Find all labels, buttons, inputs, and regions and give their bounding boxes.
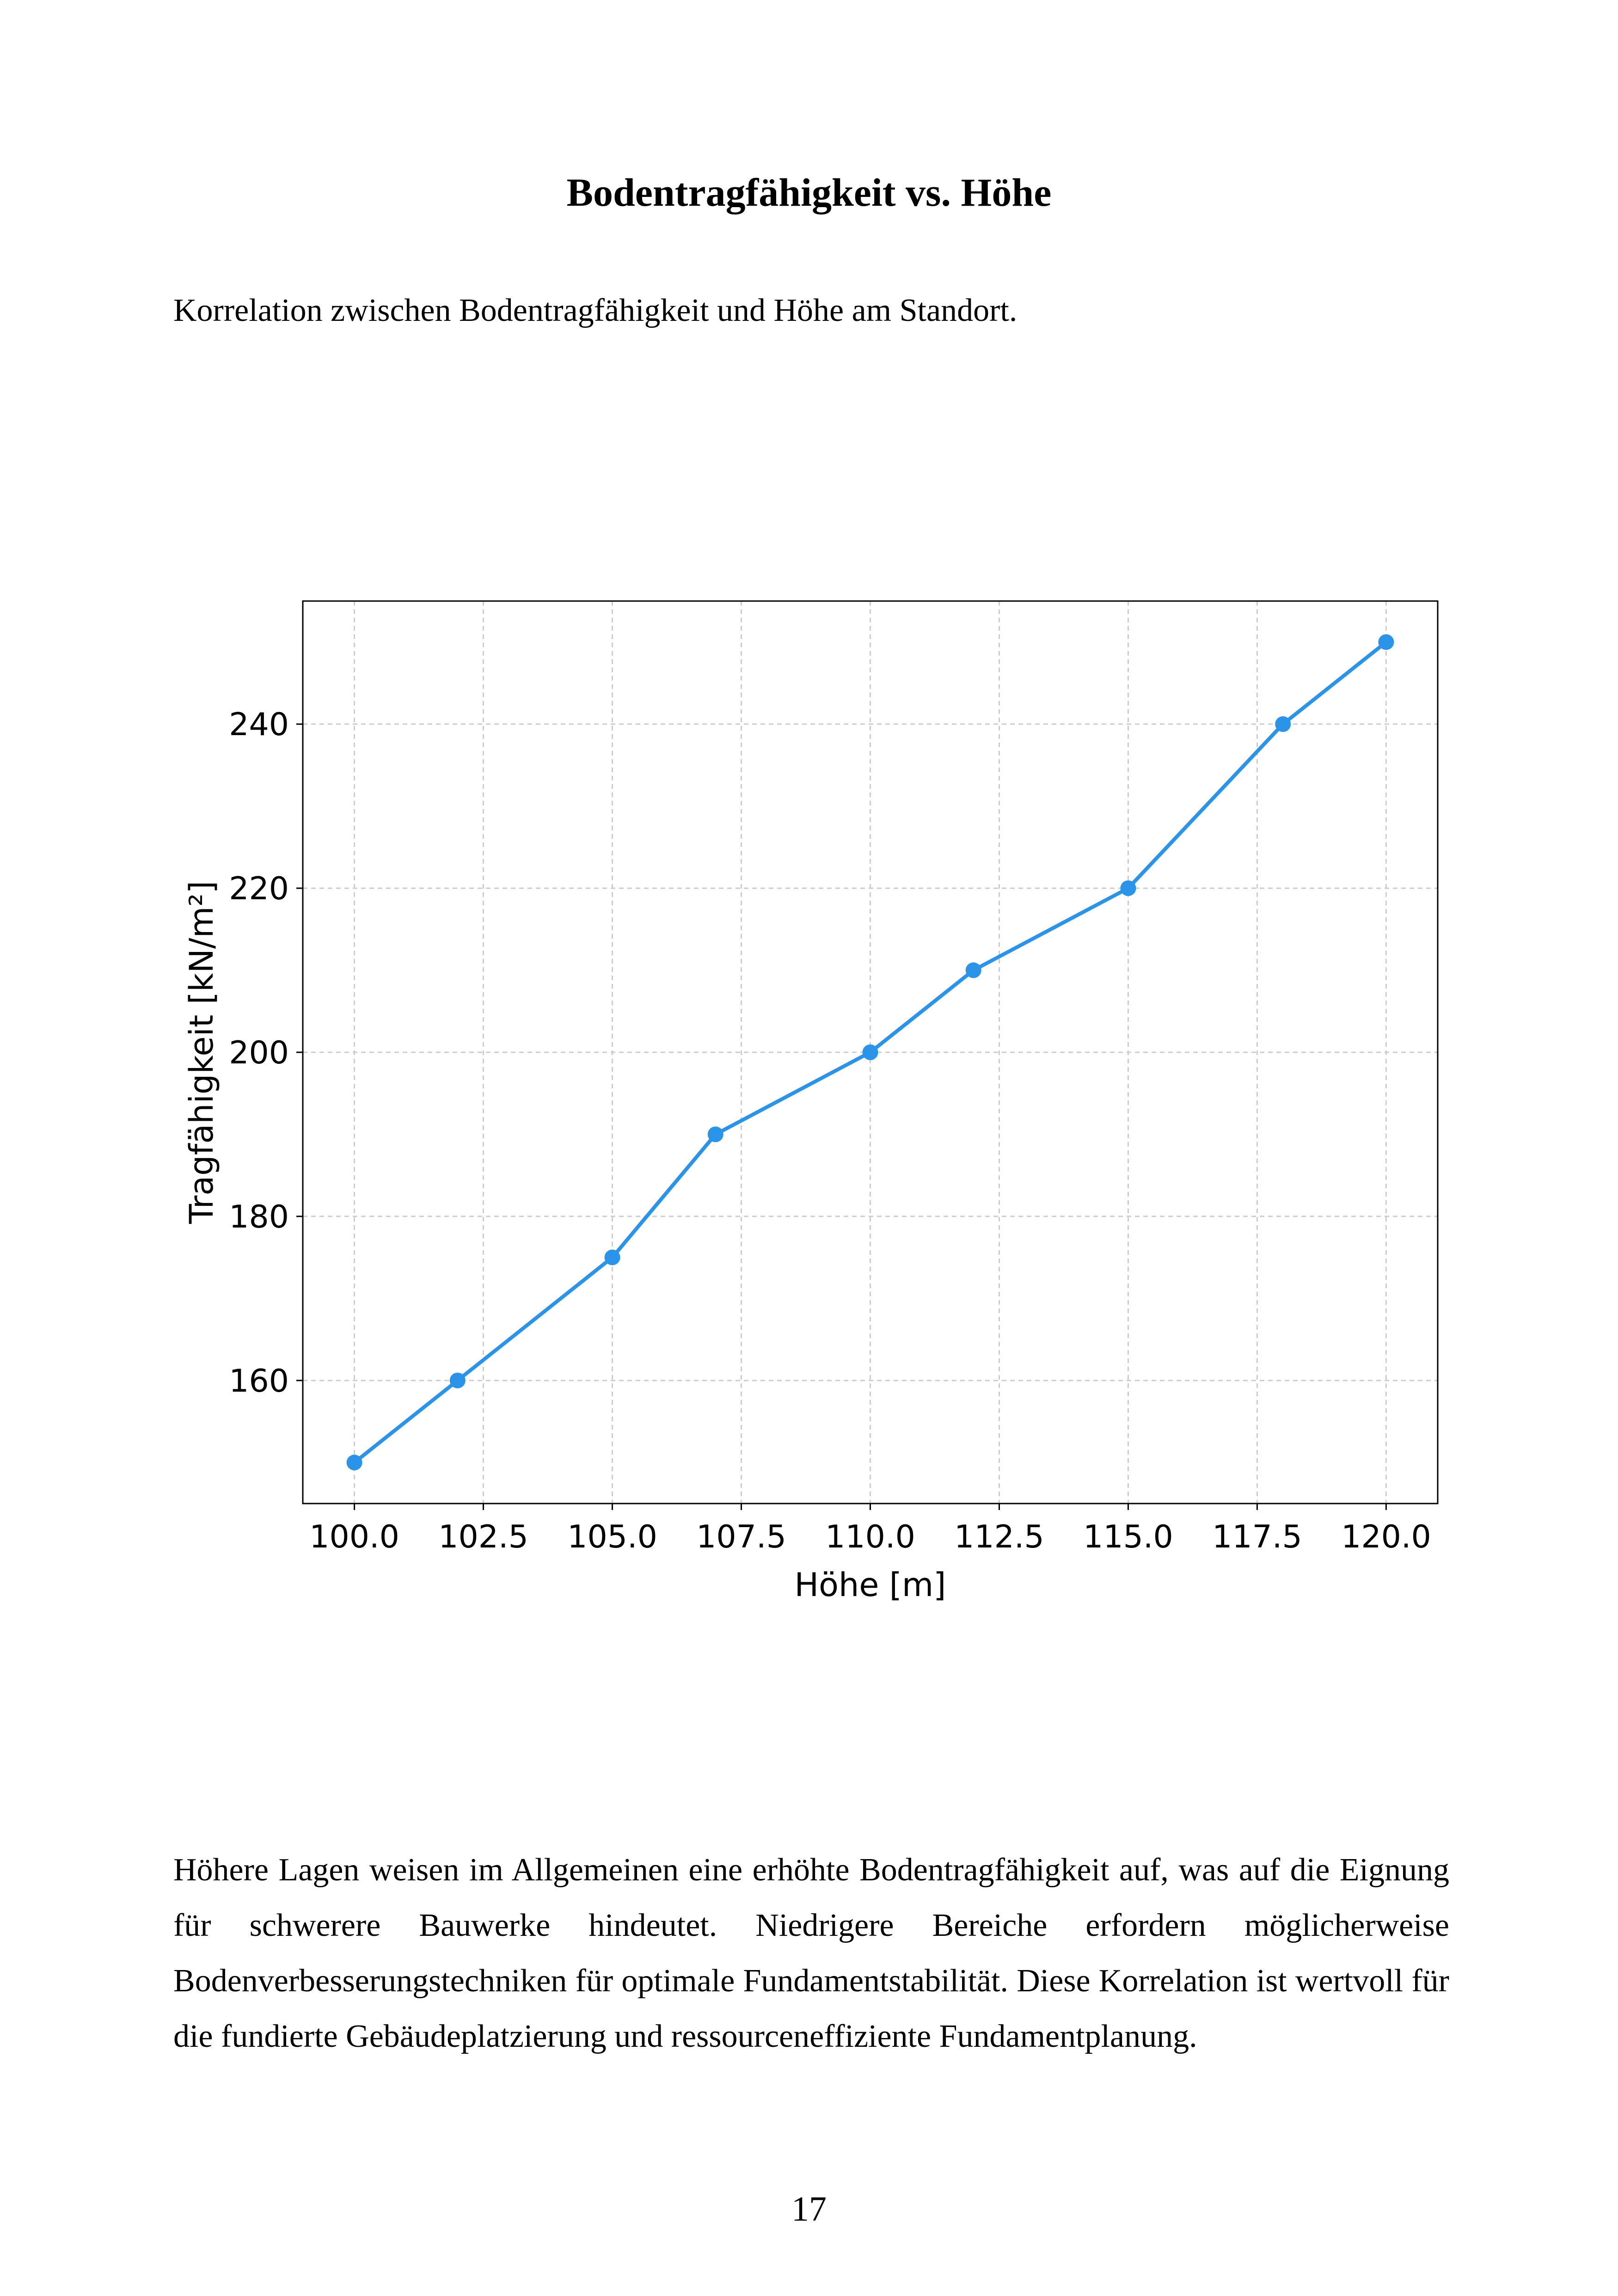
y-axis-label: Tragfähigkeit [kN/m²] [183, 881, 221, 1224]
data-point [863, 1044, 878, 1060]
chart-ticks [229, 706, 1431, 1555]
page-number: 17 [791, 2190, 827, 2228]
data-point [1378, 634, 1394, 650]
data-point [708, 1126, 723, 1142]
x-axis-label: Höhe [m] [794, 1566, 946, 1604]
x-tick-label: 107.5 [696, 1519, 786, 1555]
x-tick-label: 115.0 [1083, 1519, 1173, 1555]
x-tick-label: 117.5 [1212, 1519, 1302, 1555]
y-tick-label: 220 [229, 871, 289, 908]
data-point [1120, 880, 1136, 896]
y-tick-label: 160 [229, 1363, 289, 1400]
x-tick-label: 102.5 [438, 1519, 528, 1555]
x-tick-label: 110.0 [825, 1519, 915, 1555]
page-subtitle: Korrelation zwischen Bodentragfähigkeit und Höhe am Standort. [173, 293, 1017, 328]
x-tick-label: 105.0 [567, 1519, 657, 1555]
x-tick-label: 120.0 [1341, 1519, 1431, 1555]
data-point [1275, 716, 1291, 732]
data-point [605, 1250, 620, 1265]
data-point [347, 1455, 362, 1470]
y-tick-label: 240 [229, 706, 289, 743]
y-tick-label: 200 [229, 1035, 289, 1071]
x-tick-label: 112.5 [954, 1519, 1044, 1555]
page-title: Bodentragfähigkeit vs. Höhe [566, 170, 1052, 215]
data-point [450, 1373, 466, 1388]
body-paragraph: Höhere Lagen weisen im Allgemeinen eine erhöhte Bodentragfähigkeit auf, was auf die Eignung für schwerere Bauwerke hindeutet. Niedrigere Bereiche erfordern möglicherweise Bodenverbesserungstechniken für optimale Fundamentstabilität. Diese Korrelation ist wertvoll für die fundierte Gebäudeplatzierung und ressourceneffiziente Fundamentplanung. [173, 1852, 1449, 2054]
y-tick-label: 180 [229, 1198, 289, 1235]
x-tick-label: 100.0 [309, 1519, 399, 1555]
data-point [966, 963, 981, 978]
